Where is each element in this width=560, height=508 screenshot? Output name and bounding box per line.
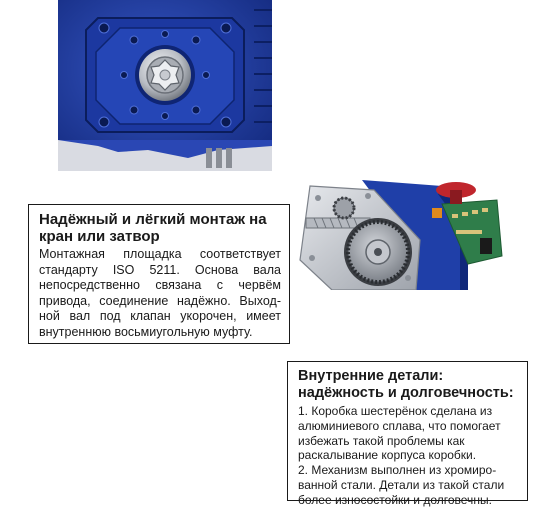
- gearbox-internals-photo: [292, 180, 510, 290]
- internal-heading-line2: надёжность и долговечность:: [298, 385, 514, 401]
- internal-heading-line1: Внутренние детали:: [298, 368, 444, 384]
- internal-item-2: 2. Механизм выполнен из хромиро-ванной стали. Детали из такой стали более износостойки и долговечны.: [298, 463, 505, 507]
- internal-parts-callout: [287, 361, 528, 507]
- internal-item-1: 1. Коробка шестерёнок сделана из алюминиевого сплава, что помогает избежать такой проблемы как раскалывание корпуса коробки.: [298, 404, 501, 463]
- flange-mount-photo: [58, 0, 272, 171]
- gearbox-internals-icon: [292, 180, 510, 290]
- mounting-callout: [28, 204, 290, 344]
- flange-mount-icon: [58, 0, 272, 171]
- internal-heading: [298, 368, 519, 402]
- mounting-heading: Надёжный и лёгкий монтаж на кран или затвор: [39, 211, 267, 245]
- mounting-description: Монтажная площадка соответствует стандарту ISO 5211. Основа вала непосредственно связана с червём привода, соединение надёжно. Выход-ной вал под клапан укорочен, имеет внутреннюю восьмиугольную муфту.: [39, 247, 281, 339]
